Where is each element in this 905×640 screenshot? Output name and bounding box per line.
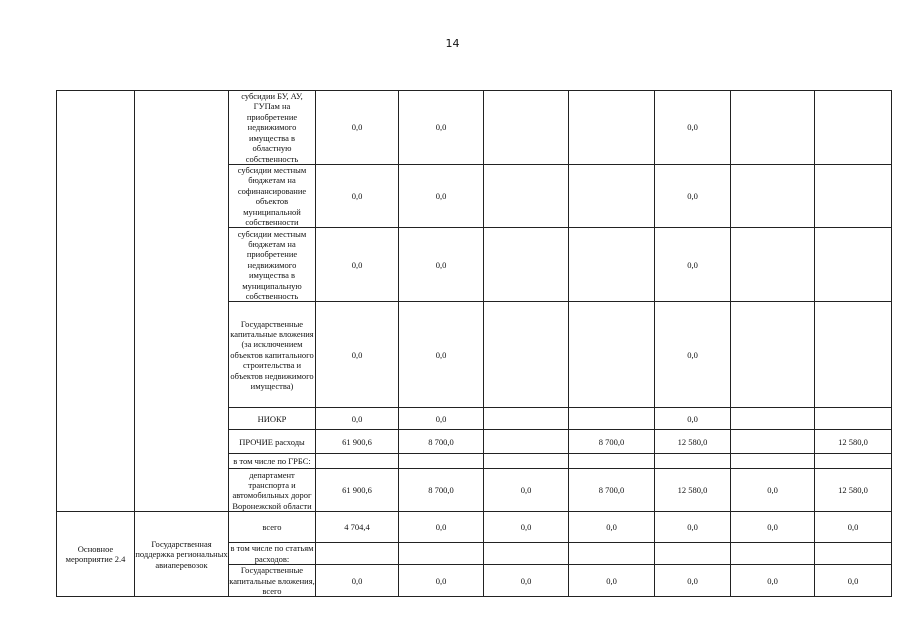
value-cell: 8 700,0 — [399, 430, 484, 454]
value-cell: 0,0 — [316, 228, 399, 302]
status-cell-empty — [57, 91, 135, 512]
value-cell — [569, 302, 655, 408]
value-cell — [569, 165, 655, 228]
value-cell: 0,0 — [399, 408, 484, 430]
value-cell: 0,0 — [655, 228, 731, 302]
expense-item-label: субсидии местным бюджетам на софинансирование объектов муниципальной собственности — [229, 165, 316, 228]
expense-item-label: ПРОЧИЕ расходы — [229, 430, 316, 454]
value-cell: 0,0 — [316, 302, 399, 408]
value-cell — [815, 228, 892, 302]
value-cell: 0,0 — [399, 91, 484, 165]
expense-item-label: НИОКР — [229, 408, 316, 430]
value-cell — [731, 430, 815, 454]
value-cell: 0,0 — [316, 165, 399, 228]
value-cell: 8 700,0 — [569, 430, 655, 454]
measure-name: Государственная поддержка региональных авиаперевозок — [135, 512, 229, 597]
value-cell — [731, 543, 815, 565]
value-cell: 0,0 — [569, 565, 655, 597]
value-cell: 61 900,6 — [316, 469, 399, 512]
value-cell — [731, 165, 815, 228]
value-cell — [316, 543, 399, 565]
value-cell: 61 900,6 — [316, 430, 399, 454]
expense-item-label: всего — [229, 512, 316, 543]
value-cell — [484, 454, 569, 469]
value-cell: 0,0 — [399, 165, 484, 228]
value-cell: 0,0 — [399, 512, 484, 543]
value-cell — [484, 91, 569, 165]
value-cell: 8 700,0 — [399, 469, 484, 512]
value-cell — [815, 454, 892, 469]
value-cell — [569, 408, 655, 430]
value-cell: 0,0 — [655, 302, 731, 408]
value-cell: 0,0 — [815, 565, 892, 597]
value-cell: 0,0 — [399, 565, 484, 597]
value-cell — [569, 91, 655, 165]
value-cell: 12 580,0 — [815, 469, 892, 512]
measure-status: Основное мероприятие 2.4 — [57, 512, 135, 597]
value-cell: 0,0 — [655, 565, 731, 597]
value-cell: 0,0 — [316, 565, 399, 597]
value-cell — [569, 454, 655, 469]
expense-item-label: департамент транспорта и автомобильных дорог Воронежской области — [229, 469, 316, 512]
value-cell: 0,0 — [399, 302, 484, 408]
value-cell — [484, 543, 569, 565]
value-cell: 12 580,0 — [815, 430, 892, 454]
value-cell — [569, 543, 655, 565]
value-cell — [316, 454, 399, 469]
value-cell: 0,0 — [655, 165, 731, 228]
expense-item-label: субсидии местным бюджетам на приобретение недвижимого имущества в муниципальную собственность — [229, 228, 316, 302]
program-name-cell-empty — [135, 91, 229, 512]
budget-table — [56, 90, 892, 597]
value-cell: 0,0 — [484, 512, 569, 543]
value-cell: 0,0 — [316, 91, 399, 165]
value-cell: 0,0 — [399, 228, 484, 302]
value-cell — [484, 228, 569, 302]
value-cell: 0,0 — [484, 565, 569, 597]
value-cell — [731, 408, 815, 430]
value-cell — [399, 543, 484, 565]
value-cell: 0,0 — [731, 512, 815, 543]
value-cell — [484, 430, 569, 454]
table-row — [57, 512, 892, 543]
value-cell: 0,0 — [815, 512, 892, 543]
value-cell: 0,0 — [484, 469, 569, 512]
value-cell: 0,0 — [655, 91, 731, 165]
value-cell — [815, 408, 892, 430]
value-cell — [655, 543, 731, 565]
value-cell: 0,0 — [731, 469, 815, 512]
value-cell: 12 580,0 — [655, 469, 731, 512]
value-cell: 12 580,0 — [655, 430, 731, 454]
value-cell — [815, 543, 892, 565]
value-cell — [731, 91, 815, 165]
value-cell — [569, 228, 655, 302]
value-cell — [655, 454, 731, 469]
value-cell — [731, 302, 815, 408]
expense-item-label: в том числе по ГРБС: — [229, 454, 316, 469]
value-cell — [484, 165, 569, 228]
value-cell — [815, 302, 892, 408]
expense-item-label: Государственные капитальные вложения, всего — [229, 565, 315, 597]
value-cell — [731, 454, 815, 469]
expense-item-label: субсидии БУ, АУ, ГУПам на приобретение недвижимого имущества в областную собственность — [229, 91, 316, 165]
value-cell — [815, 165, 892, 228]
value-cell: 0,0 — [316, 408, 399, 430]
expense-item-label: Государственные капитальные вложения (за исключением объектов капитального строительства и объектов недвижимого имущества) — [229, 302, 316, 408]
value-cell — [731, 228, 815, 302]
value-cell: 0,0 — [655, 408, 731, 430]
table-row — [57, 91, 892, 165]
value-cell — [815, 91, 892, 165]
value-cell — [399, 454, 484, 469]
value-cell: 0,0 — [731, 565, 815, 597]
value-cell: 0,0 — [655, 512, 731, 543]
value-cell — [484, 408, 569, 430]
expense-item-label: в том числе по статьям расходов: — [230, 543, 314, 564]
page-number: 14 — [445, 37, 460, 50]
value-cell: 0,0 — [569, 512, 655, 543]
value-cell: 4 704,4 — [316, 512, 399, 543]
value-cell: 8 700,0 — [569, 469, 655, 512]
value-cell — [484, 302, 569, 408]
